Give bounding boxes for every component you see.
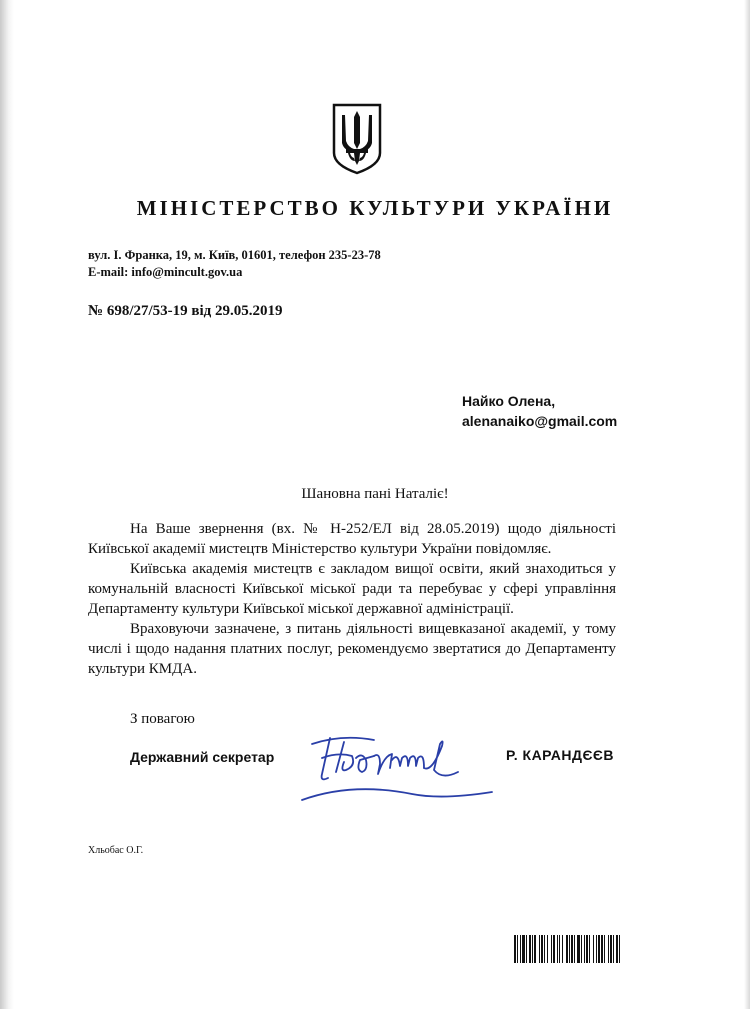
executor-name: Хльобас О.Г.: [88, 845, 144, 856]
signatory-title: Державний секретар: [130, 749, 275, 765]
ministry-email: E-mail: info@mincult.gov.ua: [88, 265, 243, 279]
letter-body: [88, 519, 616, 679]
recipient-name: Найко Олена,: [462, 393, 556, 409]
page-edge-shadow: [0, 0, 14, 1009]
trident-emblem-icon: [332, 103, 382, 175]
recipient-email: alenanaiko@gmail.com: [462, 413, 618, 429]
body-paragraph-1: На Ваше звернення (вх. № Н-252/ЕЛ від 28.05.2019) щодо діяльності Київської академії мистецтв Міністерство культури України повідомляє.: [88, 521, 616, 557]
registration-number: № 698/27/53-19 від 29.05.2019: [88, 303, 283, 319]
handwritten-signature: [282, 722, 502, 822]
body-paragraph-2: Київська академія мистецтв є закладом вищої освіти, який знаходиться у комунальній власності Київської міської ради та перебуває у сфері управління Департаменту культури Київської міської державної адміністрації.: [88, 561, 616, 617]
signatory-name: Р. КАРАНДЄЄВ: [506, 747, 615, 763]
salutation: Шановна пані Наталіє!: [301, 486, 449, 502]
ministry-title: МІНІСТЕРСТВО КУЛЬТУРИ УКРАЇНИ: [136, 196, 614, 220]
ministry-address: вул. І. Франка, 19, м. Київ, 01601, телефон 235-23-78: [88, 248, 381, 262]
closing-regards: З повагою: [130, 711, 195, 727]
document-barcode: [514, 935, 732, 963]
body-paragraph-3: Враховуючи зазначене, з питань діяльності вищевказаної академії, у тому числі і щодо надання платних послуг, рекомендуємо звертатися до Департаменту культури КМДА.: [88, 621, 616, 677]
page-edge-shadow-right: [744, 0, 750, 1009]
